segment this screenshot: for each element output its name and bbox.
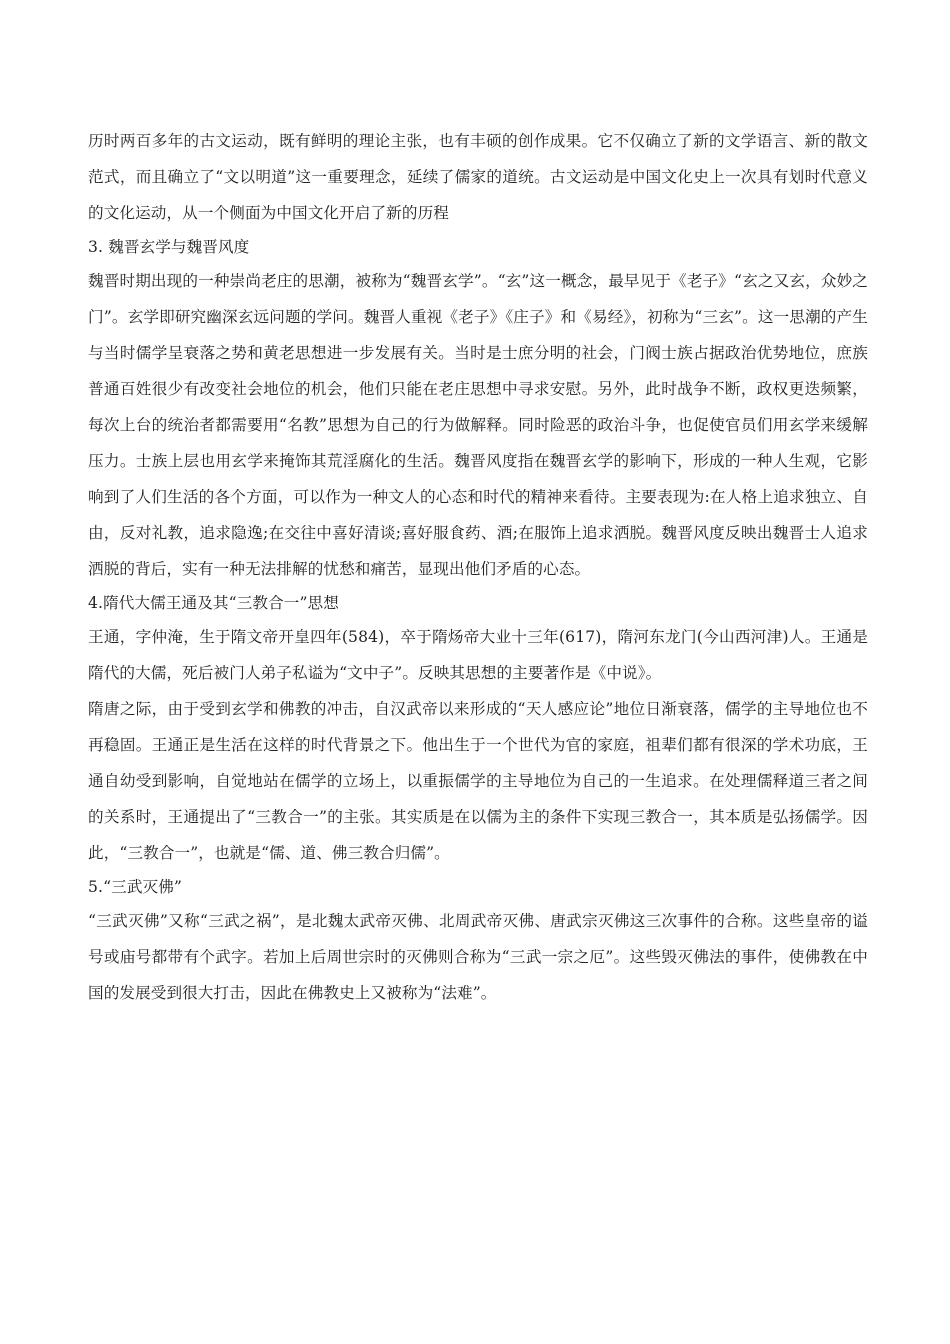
- paragraph-three-wu-persecution: “三武灭佛”又称“三武之祸”，是北魏太武帝灭佛、北周武帝灭佛、唐武宗灭佛这三次事件的合称。这些皇帝的谥号或庙号都带有个武字。若加上后周世宗时的灭佛则合称为“三武一宗之厄”。这些毁灭佛法的事件，使佛教在中国的发展受到很大打击，因此在佛教史上又被称为“法难”。: [88, 912, 868, 1002]
- document-page: [88, 123, 868, 1011]
- paragraph-wei-jin-metaphysics: 魏晋时期出现的一种崇尚老庄的思潮，被称为“魏晋玄学”。“玄”这一概念，最早见于《老子》“玄之又玄，众妙之门”。玄学即研究幽深玄远问题的学问。魏晋人重视《老子》《庄子》和《易经》，初称为“三玄”。这一思潮的产生与当时儒学呈衰落之势和黄老思想进一步发展有关。当时是士庶分明的社会，门阀士族占据政治优势地位，庶族普通百姓很少有改变社会地位的机会，他们只能在老庄思想中寻求安慰。另外，此时战争不断，政权更迭频繁，每次上台的统治者都需要用“名教”思想为自己的行为做解释。同时险恶的政治斗争，也促使官员们用玄学来缓解压力。士族上层也用玄学来掩饰其荒淫腐化的生活。魏晋风度指在魏晋玄学的影响下，形成的一种人生观，它影响到了人们生活的各个方面，可以作为一种文人的心态和时代的精神来看待。主要表现为:在人格上追求独立、自由，反对礼教，追求隐逸;在交往中喜好清谈;喜好服食药、酒;在服饰上追求洒脱。魏晋风度反映出魏晋士人追求洒脱的背后，实有一种无法排解的忧愁和痛苦，显现出他们矛盾的心态。: [88, 272, 868, 578]
- paragraph-three-teachings: 隋唐之际，由于受到玄学和佛教的冲击，自汉武帝以来形成的“天人感应论”地位日渐衰落，儒学的主导地位也不再稳固。王通正是生活在这样的时代背景之下。他出生于一个世代为官的家庭，祖辈们都有很深的学术功底，王通自幼受到影响，自觉地站在儒学的立场上，以重振儒学的主导地位为自己的一生追求。在处理儒释道三者之间的关系时，王通提出了“三教合一”的主张。其实质是在以儒为主的条件下实现三教合一，其本质是弘扬儒学。因此，“三教合一”，也就是“儒、道、佛三教合归儒”。: [88, 700, 868, 862]
- section-heading-4: 4.隋代大儒王通及其“三教合一”思想: [88, 594, 339, 612]
- paragraph-wang-tong-bio: 王通，字仲淹，生于隋文帝开皇四年(584)，卒于隋炀帝大业十三年(617)，隋河东龙门(今山西河津)人。王通是隋代的大儒，死后被门人弟子私谥为“文中子”。反映其思想的主要著作是《中说》。: [88, 628, 868, 682]
- paragraph-ancient-prose-movement: 历时两百多年的古文运动，既有鲜明的理论主张，也有丰硕的创作成果。它不仅确立了新的文学语言、新的散文范式，而且确立了“文以明道”这一重要理念，延续了儒家的道统。古文运动是中国文化史上一次具有划时代意义的文化运动，从一个侧面为中国文化开启了新的历程: [88, 132, 868, 222]
- section-heading-5: 5.“三武灭佛”: [88, 878, 182, 896]
- section-heading-3: 3. 魏晋玄学与魏晋风度: [88, 238, 250, 256]
